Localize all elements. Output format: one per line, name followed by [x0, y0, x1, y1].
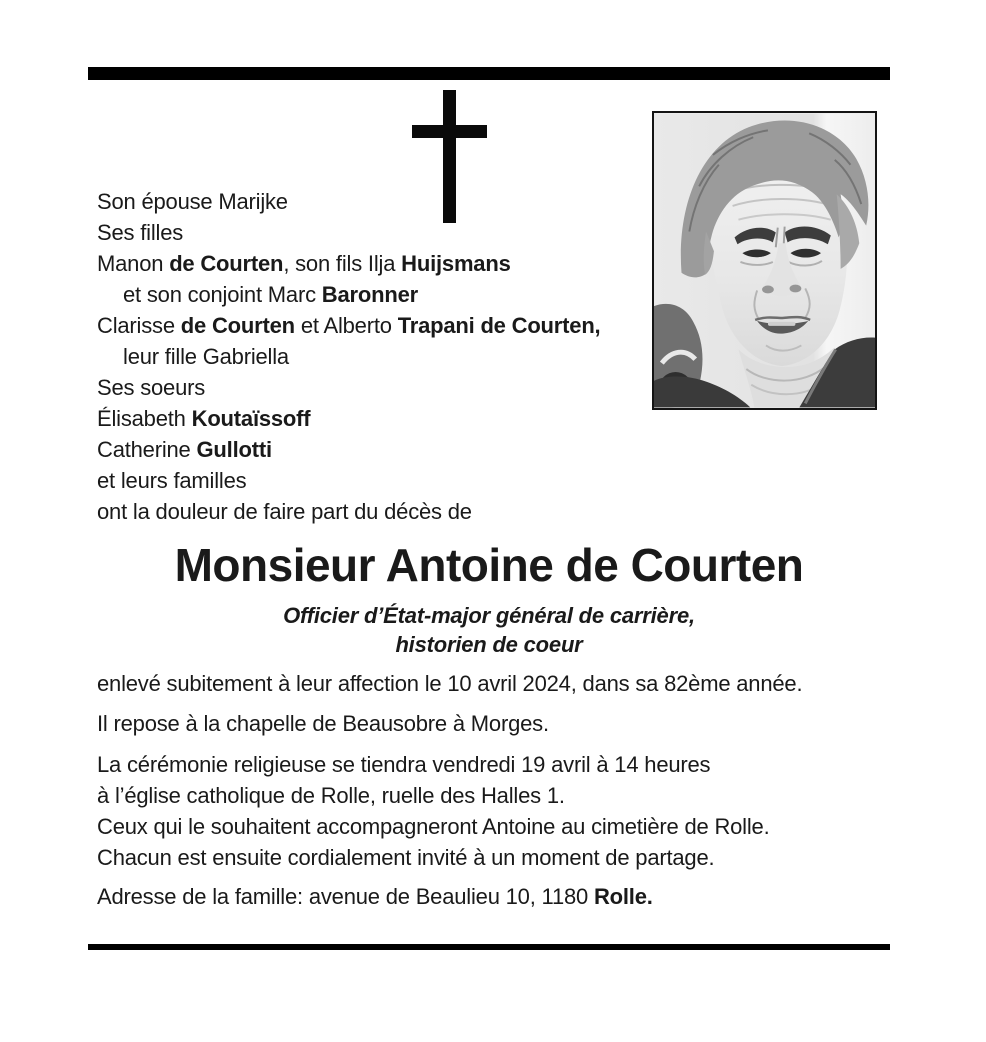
deceased-name: Monsieur Antoine de Courten: [174, 539, 804, 591]
ceremony-line: La cérémonie religieuse se tiendra vendredi 19 avril à 14 heures: [97, 752, 711, 777]
top-border-bar: [88, 67, 890, 80]
family-line: [97, 217, 657, 248]
family-line-segment: et son conjoint Marc: [123, 282, 322, 307]
deceased-role-line-2: historien de coeur: [395, 632, 583, 657]
family-line-segment: Ses filles: [97, 220, 184, 245]
family-line-segment: de Courten: [180, 313, 295, 338]
death-announcement-line: enlevé subitement à leur affection le 10 avril 2024, dans sa 82ème année.: [97, 671, 803, 696]
family-line-segment: Élisabeth: [97, 406, 192, 431]
family-line-segment: Ses soeurs: [97, 375, 206, 400]
family-address-line: [97, 881, 907, 912]
deceased-role: [88, 601, 890, 659]
family-line: [97, 186, 657, 217]
family-line: [97, 372, 657, 403]
family-line-segment: Gullotti: [196, 437, 272, 462]
family-line-segment: Trapani de Courten,: [397, 313, 601, 338]
deceased-role-line-1: Officier d’État-major général de carrière,: [283, 603, 695, 628]
family-line: [97, 465, 657, 496]
family-line-segment: Koutaïssoff: [191, 406, 311, 431]
portrait-illustration: [654, 113, 875, 408]
family-list: [97, 186, 657, 527]
family-line: [97, 341, 657, 372]
ceremony-line: à l’église catholique de Rolle, ruelle des Halles 1.: [97, 783, 565, 808]
family-line-segment: Huijsmans: [401, 251, 511, 276]
family-line: [97, 403, 657, 434]
family-line: [97, 248, 657, 279]
family-line-segment: et Alberto: [294, 313, 398, 338]
family-line-segment: ont la douleur de faire part du décès de: [97, 499, 472, 524]
family-line: [97, 310, 657, 341]
bottom-border-bar: [88, 944, 890, 950]
family-line-segment: et leurs familles: [97, 468, 247, 493]
family-line-segment: Manon: [97, 251, 170, 276]
family-line-segment: de Courten: [169, 251, 284, 276]
family-line-segment: , son fils Ilja: [283, 251, 402, 276]
family-line: [97, 496, 657, 527]
family-line-segment: Catherine: [97, 437, 197, 462]
family-line: [97, 279, 657, 310]
repose-line: Il repose à la chapelle de Beausobre à Morges.: [97, 711, 549, 736]
ceremony-paragraph: [97, 749, 907, 873]
family-line-segment: Clarisse: [97, 313, 181, 338]
family-address-city: Rolle.: [593, 884, 653, 909]
family-line: [97, 434, 657, 465]
family-line-segment: Son épouse Marijke: [97, 189, 288, 214]
family-line-segment: Baronner: [321, 282, 418, 307]
ceremony-line: Ceux qui le souhaitent accompagneront Antoine au cimetière de Rolle.: [97, 814, 770, 839]
portrait-photo: [652, 111, 877, 410]
family-line-segment: leur fille Gabriella: [123, 344, 289, 369]
family-address-text: Adresse de la famille: avenue de Beaulieu 10, 1180: [97, 884, 594, 909]
ceremony-line: Chacun est ensuite cordialement invité à un moment de partage.: [97, 845, 715, 870]
